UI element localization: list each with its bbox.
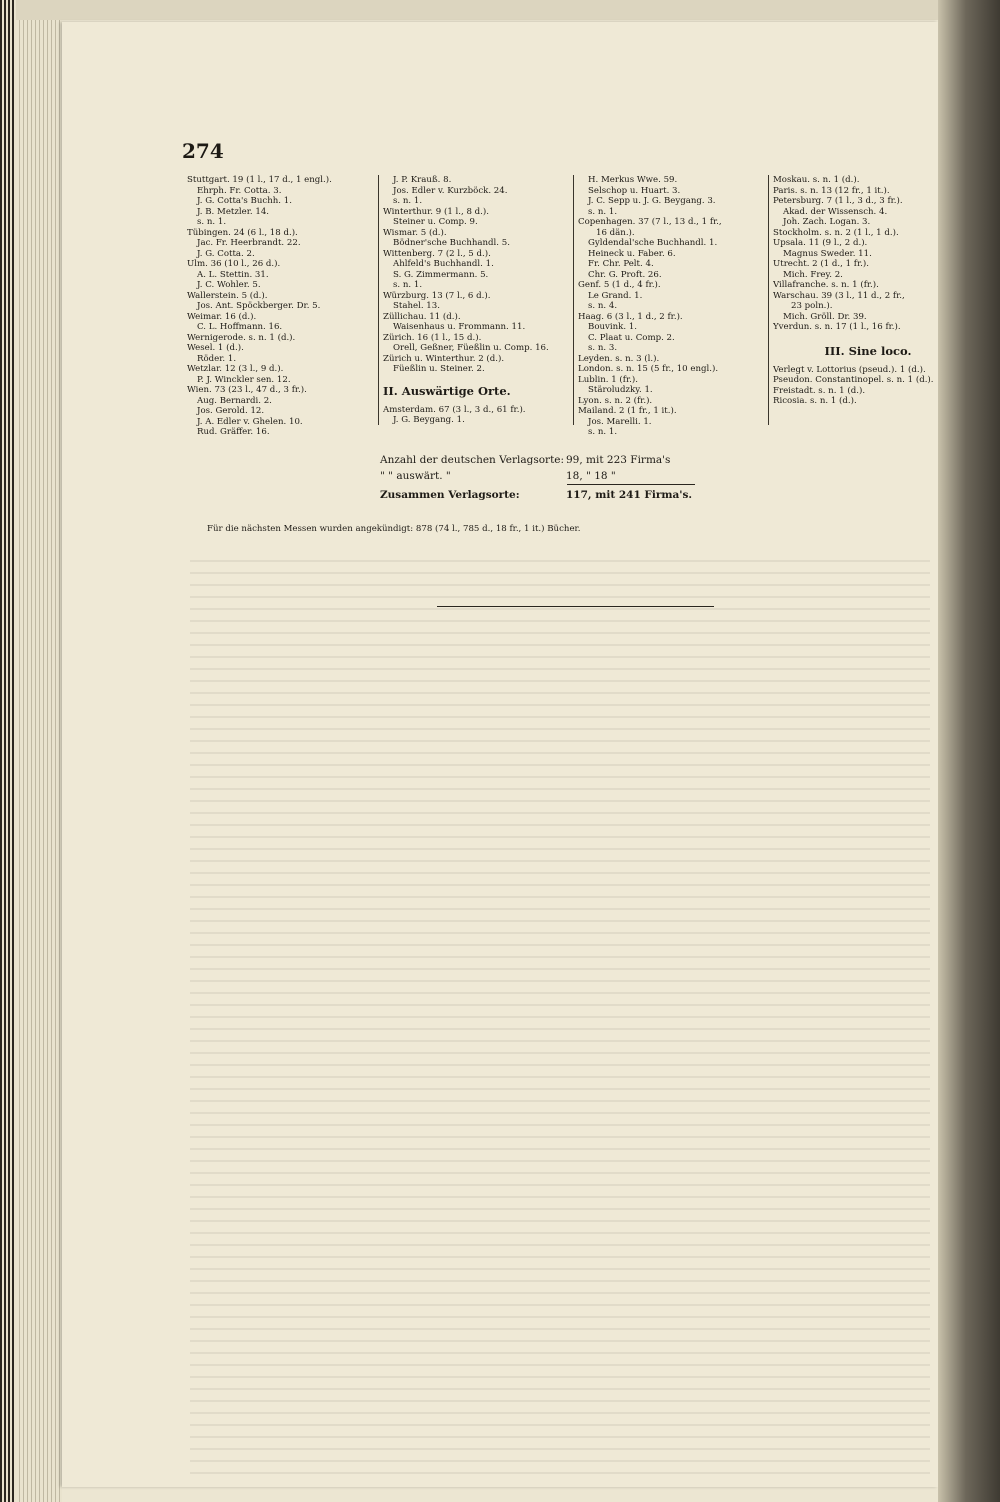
publisher-entry: s. n. 1.	[197, 217, 227, 227]
place-entry: Amsterdam. 67 (3 l., 3 d., 61 fr.).	[383, 404, 526, 415]
place-entry: Yverdun. s. n. 17 (1 l., 16 fr.).	[773, 322, 901, 332]
publisher-entry: Akad. der Wissensch. 4.	[783, 206, 888, 217]
place-entry: Utrecht. 2 (1 d., 1 fr.).	[773, 259, 869, 269]
place-entry: Haag. 6 (3 l., 1 d., 2 fr.).	[578, 311, 683, 322]
publisher-entry: S. G. Zimmermann. 5.	[393, 269, 489, 280]
publisher-entry: Le Grand. 1.	[588, 290, 643, 301]
place-entry: Wien. 73 (23 l., 47 d., 3 fr.).	[187, 385, 307, 395]
publisher-entry: Röder. 1.	[197, 353, 237, 364]
place-entry: Stuttgart. 19 (1 l., 17 d., 1 engl.).	[187, 175, 332, 185]
publisher-entry: Chr. G. Proft. 26.	[588, 269, 662, 280]
publisher-entry: Bouvink. 1.	[588, 322, 638, 332]
stacked-page-edges	[16, 0, 62, 1502]
publisher-entry: C. Plaat u. Comp. 2.	[588, 332, 675, 343]
publisher-entry: Rud. Gräffer. 16.	[197, 427, 270, 437]
publisher-entry: Jac. Fr. Heerbrandt. 22.	[197, 238, 301, 248]
place-entry: Moskau. s. n. 1 (d.).	[773, 175, 860, 185]
publisher-entry: Füeßlin u. Steiner. 2.	[393, 364, 485, 374]
place-entry: Wallerstein. 5 (d.).	[187, 290, 268, 301]
publisher-entry: P. J. Winckler sen. 12.	[197, 374, 291, 385]
summary-label: Anzahl der deutschen Verlagsorte:	[380, 454, 565, 466]
publisher-entry: s. n. 1.	[588, 206, 618, 217]
publisher-entry: Joh. Zach. Logan. 3.	[783, 217, 871, 227]
place-entry: Villafranche. s. n. 1 (fr.).	[773, 280, 879, 290]
text-column-3	[578, 175, 766, 438]
publisher-entry: Aug. Bernardi. 2.	[197, 395, 272, 406]
publisher-entry: J. G. Cotta. 2.	[197, 248, 255, 259]
text-column-2	[383, 175, 573, 426]
place-entry: Pseudon. Constantinopel. s. n. 1 (d.).	[773, 375, 934, 385]
section-heading: II. Auswärtige Orte.	[383, 383, 511, 398]
column-divider-2	[573, 175, 574, 425]
publisher-entry: s. n. 1.	[588, 427, 618, 437]
place-entry: Lyon. s. n. 2 (fr.).	[578, 395, 653, 406]
summary-value: 117, mit 241 Firma's.	[566, 489, 693, 501]
place-entry: Copenhagen. 37 (7 l., 13 d., 1 fr.,	[578, 217, 722, 227]
place-entry: Genf. 5 (1 d., 4 fr.).	[578, 280, 661, 290]
column-divider-3	[768, 175, 769, 425]
place-entry: Wismar. 5 (d.).	[383, 227, 447, 238]
text-column-4	[773, 175, 963, 407]
publisher-entry: H. Merkus Wwe. 59.	[588, 175, 678, 185]
publisher-entry: Fr. Chr. Pelt. 4.	[588, 259, 654, 269]
publisher-entry: Stäroludzky. 1.	[588, 385, 653, 395]
summary-value: 18, " 18 "	[566, 470, 616, 482]
publisher-entry: Ehrph. Fr. Cotta. 3.	[197, 185, 282, 196]
publisher-entry: s. n. 4.	[588, 301, 618, 311]
place-entry: Ulm. 36 (10 l., 26 d.).	[187, 259, 281, 269]
publisher-entry: Gyldendal'sche Buchhandl. 1.	[588, 238, 718, 248]
publisher-entry: J. G. Beygang. 1.	[393, 415, 465, 425]
footnote: Für die nächsten Messen wurden angekündigt: 878 (74 l., 785 d., 18 fr., 1 it.) Bücher.	[207, 524, 581, 534]
publisher-entry: s. n. 3.	[588, 343, 618, 353]
place-entry: Wesel. 1 (d.).	[187, 343, 244, 353]
page-number: 274	[182, 139, 224, 163]
place-entry: Verlegt v. Lottorius (pseud.). 1 (d.).	[773, 364, 926, 375]
publisher-entry: Selschop u. Huart. 3.	[588, 185, 681, 196]
publisher-entry: Bödner'sche Buchhandl. 5.	[393, 238, 510, 248]
text-column-1	[187, 175, 373, 438]
publisher-entry: Jos. Gerold. 12.	[197, 406, 265, 416]
publisher-entry: s. n. 1.	[393, 280, 423, 290]
summary-value: 99, mit 223 Firma's	[566, 454, 671, 466]
publisher-entry: Heineck u. Faber. 6.	[588, 248, 676, 259]
publisher-entry: J. P. Krauß. 8.	[393, 175, 452, 185]
publisher-entry: Jos. Marelli. 1.	[588, 416, 652, 427]
book-spine-edge	[0, 0, 16, 1502]
publisher-entry: 23 poln.).	[791, 301, 833, 311]
publisher-entry: Jos. Edler v. Kurzböck. 24.	[393, 185, 508, 196]
place-entry: Leyden. s. n. 3 (l.).	[578, 353, 660, 364]
show-through-text	[190, 560, 930, 1480]
publisher-entry: Steiner u. Comp. 9.	[393, 217, 478, 227]
section-end-rule	[437, 606, 714, 607]
publisher-entry: Orell, Geßner, Füeßlin u. Comp. 16.	[393, 343, 549, 353]
place-entry: Winterthur. 9 (1 l., 8 d.).	[383, 206, 489, 217]
publisher-entry: Mich. Gröll. Dr. 39.	[783, 311, 867, 322]
publisher-entry: J. A. Edler v. Ghelen. 10.	[197, 416, 303, 427]
place-entry: Weimar. 16 (d.).	[187, 311, 257, 322]
publisher-entry: 16 dän.).	[596, 227, 635, 238]
place-entry: Paris. s. n. 13 (12 fr., 1 it.).	[773, 185, 890, 196]
place-entry: Zürich. 16 (1 l., 15 d.).	[383, 332, 482, 343]
summary-row-foreign	[380, 468, 696, 484]
publisher-entry: Ahlfeld's Buchhandl. 1.	[393, 259, 494, 269]
place-entry: London. s. n. 15 (5 fr., 10 engl.).	[578, 364, 719, 374]
summary-row-total	[380, 487, 696, 503]
summary-sum-rule	[567, 484, 695, 485]
section-heading: III. Sine loco.	[824, 343, 912, 358]
publisher-entry: Jos. Ant. Spöckberger. Dr. 5.	[197, 301, 321, 311]
publisher-entry: A. L. Stettin. 31.	[197, 269, 269, 280]
place-entry: Wernigerode. s. n. 1 (d.).	[187, 332, 296, 343]
publisher-entry: C. L. Hoffmann. 16.	[197, 322, 283, 332]
place-entry: Züllichau. 11 (d.).	[383, 311, 461, 322]
publisher-entry: J. C. Sepp u. J. G. Beygang. 3.	[588, 196, 716, 206]
publisher-entry: J. G. Cotta's Buchh. 1.	[197, 196, 292, 206]
place-entry: Stockholm. s. n. 2 (1 l., 1 d.).	[773, 227, 899, 238]
summary-label: " " auswärt. "	[380, 470, 451, 482]
place-entry: Wetzlar. 12 (3 l., 9 d.).	[187, 364, 284, 374]
summary-label: Zusammen Verlagsorte:	[380, 489, 520, 501]
place-entry: Petersburg. 7 (1 l., 3 d., 3 fr.).	[773, 196, 903, 206]
place-entry: Lublin. 1 (fr.).	[578, 374, 638, 385]
publisher-entry: Magnus Sweder. 11.	[783, 248, 872, 259]
publisher-entry: Stahel. 13.	[393, 301, 440, 311]
place-entry: Ricosia. s. n. 1 (d.).	[773, 396, 857, 406]
place-entry: Tübingen. 24 (6 l., 18 d.).	[187, 227, 298, 238]
place-entry: Würzburg. 13 (7 l., 6 d.).	[383, 290, 491, 301]
place-entry: Zürich u. Winterthur. 2 (d.).	[383, 353, 505, 364]
publisher-entry: J. C. Wohler. 5.	[197, 280, 261, 290]
place-entry: Upsala. 11 (9 l., 2 d.).	[773, 238, 868, 248]
place-entry: Warschau. 39 (3 l., 11 d., 2 fr.,	[773, 290, 905, 301]
summary-row-german	[380, 452, 696, 468]
top-page-band	[16, 0, 946, 20]
place-entry: Wittenberg. 7 (2 l., 5 d.).	[383, 248, 491, 259]
publisher-entry: J. B. Metzler. 14.	[197, 206, 270, 217]
publisher-entry: s. n. 1.	[393, 196, 423, 206]
publisher-entry: Mich. Frey. 2.	[783, 269, 843, 280]
place-entry: Mailand. 2 (1 fr., 1 it.).	[578, 406, 677, 416]
publisher-entry: Waisenhaus u. Frommann. 11.	[393, 322, 526, 332]
place-entry: Freistadt. s. n. 1 (d.).	[773, 385, 866, 396]
summary-block	[380, 452, 696, 503]
column-divider-1	[378, 175, 379, 425]
